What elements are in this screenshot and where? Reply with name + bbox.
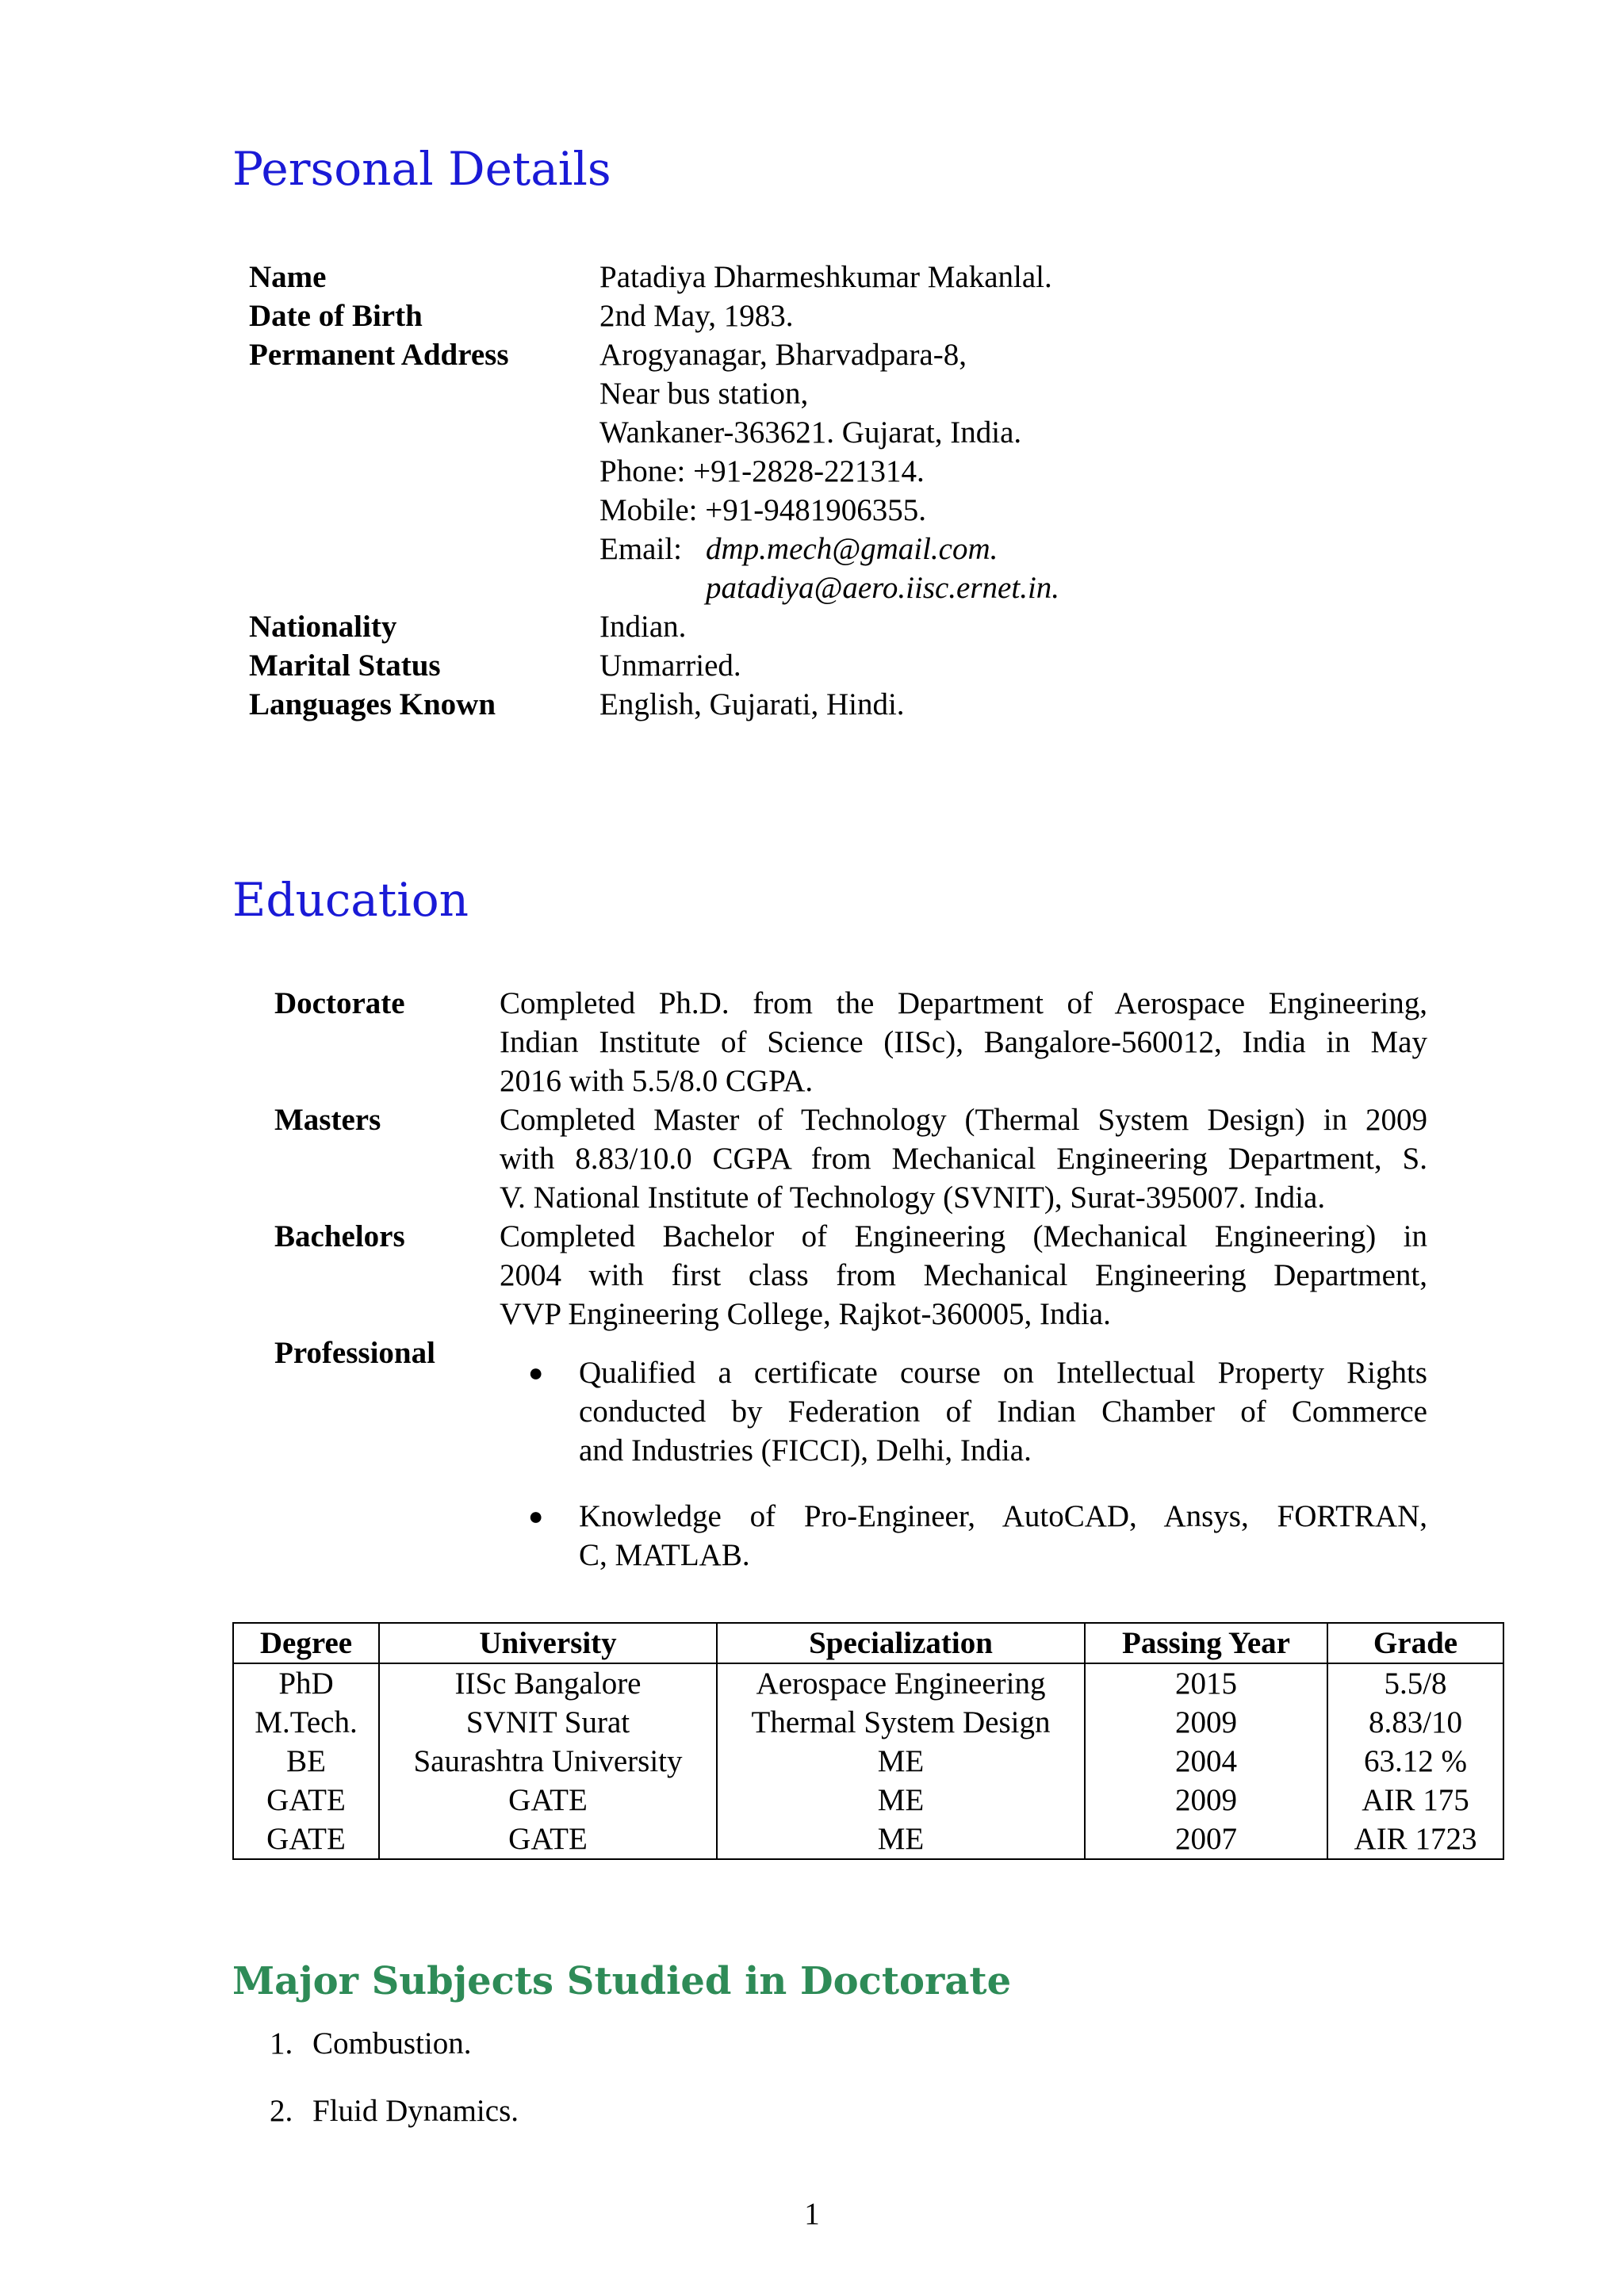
- table-row: [233, 1742, 1503, 1781]
- list-number: 1.: [270, 2026, 293, 2061]
- dob-label: Date of Birth: [249, 299, 423, 333]
- bachelors-line: Completed Bachelor of Engineering (Mechanical Engineering) in: [500, 1219, 1427, 1253]
- languages-row: [249, 685, 1280, 724]
- address-line: Wankaner-363621. Gujarat, India.: [599, 415, 1022, 450]
- mobile-value: Mobile: +91-9481906355.: [599, 493, 926, 527]
- table-cell: AIR 1723: [1327, 1820, 1503, 1859]
- subject-text: Fluid Dynamics.: [312, 2094, 519, 2128]
- education-heading: Education: [232, 873, 469, 927]
- masters-row: [274, 1100, 1432, 1217]
- languages-value: English, Gujarati, Hindi.: [599, 687, 905, 721]
- professional-row: [274, 1334, 1432, 1601]
- bachelors-text: [500, 1217, 1427, 1334]
- table-cell: M.Tech.: [233, 1703, 379, 1742]
- address-line: Near bus station,: [599, 377, 809, 411]
- doctorate-line: Indian Institute of Science (IISc), Bangalore-560012, India in May: [500, 1025, 1427, 1059]
- languages-label: Languages Known: [249, 687, 496, 721]
- table-cell: Saurashtra University: [379, 1742, 717, 1781]
- table-cell: 2015: [1085, 1663, 1327, 1703]
- professional-label: Professional: [274, 1336, 435, 1370]
- table-cell: GATE: [379, 1820, 717, 1859]
- table-cell: BE: [233, 1742, 379, 1781]
- masters-line: V. National Institute of Technology (SVNIT), Surat-395007. India.: [500, 1181, 1326, 1215]
- email-line: [599, 530, 1280, 568]
- table-cell: 2009: [1085, 1703, 1327, 1742]
- doctorate-line: Completed Ph.D. from the Department of Aerospace Engineering,: [500, 986, 1427, 1020]
- table-cell: ME: [717, 1742, 1085, 1781]
- email-link-secondary[interactable]: patadiya@aero.iisc.ernet.in.: [706, 571, 1060, 605]
- table-cell: 2004: [1085, 1742, 1327, 1781]
- doctorate-line: 2016 with 5.5/8.0 CGPA.: [500, 1064, 814, 1098]
- doctorate-row: [274, 984, 1432, 1100]
- table-cell: 2009: [1085, 1781, 1327, 1820]
- address-label: Permanent Address: [249, 338, 509, 372]
- masters-line: with 8.83/10.0 CGPA from Mechanical Engineering Department, S.: [500, 1142, 1427, 1176]
- table-cell: 63.12 %: [1327, 1742, 1503, 1781]
- email-label: Email:: [599, 532, 682, 566]
- table-cell: 5.5/8: [1327, 1663, 1503, 1703]
- table-row: [233, 1781, 1503, 1820]
- table-cell: SVNIT Surat: [379, 1703, 717, 1742]
- bachelors-line: VVP Engineering College, Rajkot-360005, India.: [500, 1297, 1111, 1331]
- table-header-row: [233, 1623, 1503, 1663]
- name-value: Patadiya Dharmeshkumar Makanlal.: [599, 260, 1052, 294]
- masters-text: [500, 1100, 1427, 1217]
- marital-row: [249, 646, 1280, 685]
- masters-label: Masters: [274, 1103, 381, 1137]
- professional-text: [500, 1334, 1427, 1601]
- personal-details: [249, 258, 1280, 724]
- phone-value: Phone: +91-2828-221314.: [599, 454, 925, 488]
- bullet-icon: ●: [528, 1358, 544, 1387]
- dob-value: 2nd May, 1983.: [599, 299, 794, 333]
- bachelors-row: [274, 1217, 1432, 1334]
- doctorate-label: Doctorate: [274, 986, 405, 1020]
- professional-list: [500, 1334, 1427, 1575]
- masters-line: Completed Master of Technology (Thermal System Design) in 2009: [500, 1103, 1427, 1137]
- table-cell: GATE: [233, 1820, 379, 1859]
- email-line-secondary: [599, 568, 1280, 607]
- address-value: [599, 335, 1280, 607]
- table-cell: IISc Bangalore: [379, 1663, 717, 1703]
- table-row: [233, 1703, 1503, 1742]
- doctorate-text: [500, 984, 1427, 1100]
- table-header: Grade: [1327, 1623, 1503, 1663]
- nationality-label: Nationality: [249, 610, 397, 644]
- table-header: University: [379, 1623, 717, 1663]
- list-item: ● Qualified a certificate course on Intellectual Property Rights conducted by Federation of Indian Chamber of Commerce and Industries (FICCI), Delhi, India.: [500, 1353, 1427, 1470]
- page-number: 1: [804, 2197, 820, 2231]
- list-item: ● Knowledge of Pro-Engineer, AutoCAD, Ansys, FORTRAN, C, MATLAB.: [500, 1497, 1427, 1575]
- nationality-row: [249, 607, 1280, 646]
- table-cell: ME: [717, 1820, 1085, 1859]
- address-line: Arogyanagar, Bharvadpara-8,: [599, 338, 967, 372]
- address-row: [249, 335, 1280, 607]
- table-cell: 2007: [1085, 1820, 1327, 1859]
- name-label: Name: [249, 260, 327, 294]
- table-cell: AIR 175: [1327, 1781, 1503, 1820]
- education-details: [274, 984, 1432, 1601]
- table-cell: Thermal System Design: [717, 1703, 1085, 1742]
- table-header: Passing Year: [1085, 1623, 1327, 1663]
- subject-text: Combustion.: [312, 2026, 472, 2061]
- table-header: Specialization: [717, 1623, 1085, 1663]
- nationality-value: Indian.: [599, 610, 687, 644]
- list-item: [270, 2024, 519, 2063]
- table-header: Degree: [233, 1623, 379, 1663]
- list-number: 2.: [270, 2094, 293, 2128]
- table-cell: Aerospace Engineering: [717, 1663, 1085, 1703]
- table-row: [233, 1663, 1503, 1703]
- list-item: [270, 2091, 519, 2130]
- name-row: [249, 258, 1280, 297]
- degree-table: [232, 1622, 1504, 1860]
- bachelors-line: 2004 with first class from Mechanical Engineering Department,: [500, 1258, 1427, 1292]
- marital-value: Unmarried.: [599, 649, 741, 683]
- table-cell: ME: [717, 1781, 1085, 1820]
- table-cell: PhD: [233, 1663, 379, 1703]
- table-cell: GATE: [233, 1781, 379, 1820]
- personal-details-heading: Personal Details: [232, 142, 611, 196]
- marital-label: Marital Status: [249, 649, 441, 683]
- table-cell: GATE: [379, 1781, 717, 1820]
- table-row: [233, 1820, 1503, 1859]
- bullet-icon: ●: [528, 1502, 544, 1530]
- subjects-list: [270, 2024, 519, 2159]
- dob-row: [249, 297, 1280, 335]
- table-cell: 8.83/10: [1327, 1703, 1503, 1742]
- subjects-heading: Major Subjects Studied in Doctorate: [232, 1959, 1012, 2003]
- email-link-primary[interactable]: dmp.mech@gmail.com.: [706, 532, 998, 566]
- bachelors-label: Bachelors: [274, 1219, 405, 1253]
